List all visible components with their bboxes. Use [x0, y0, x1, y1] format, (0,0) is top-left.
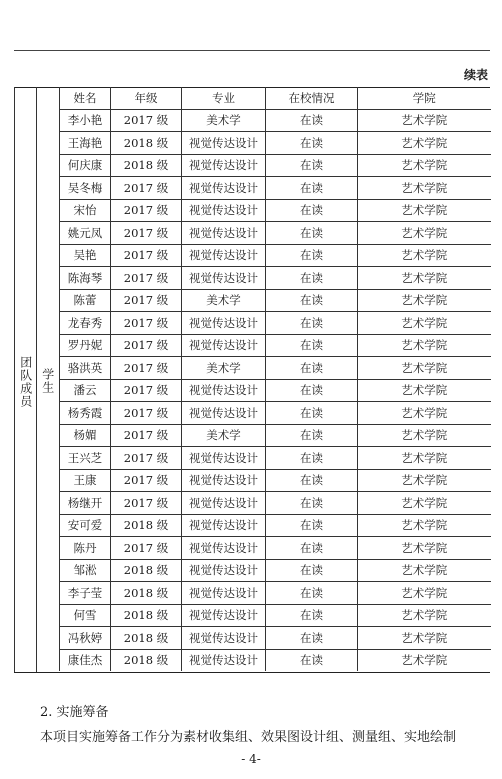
- page-number: - 4-: [241, 752, 261, 766]
- cell-grade: 2018 级: [111, 132, 182, 155]
- cell-major: 视觉传达设计: [182, 334, 266, 357]
- table-row: [60, 222, 491, 245]
- cell-major: 视觉传达设计: [182, 582, 266, 605]
- cell-college: 艺术学院: [358, 447, 491, 470]
- table-row: [60, 379, 491, 402]
- cell-name: 康佳杰: [60, 649, 111, 671]
- header-major: 专业: [182, 87, 266, 109]
- table-row: [60, 334, 491, 357]
- header-grade: 年级: [111, 87, 182, 109]
- cell-name: 龙春秀: [60, 312, 111, 335]
- cell-grade: 2017 级: [111, 469, 182, 492]
- cell-grade: 2018 级: [111, 582, 182, 605]
- cell-college: 艺术学院: [358, 222, 491, 245]
- cell-college: 艺术学院: [358, 469, 491, 492]
- cell-grade: 2017 级: [111, 177, 182, 200]
- cell-major: 视觉传达设计: [182, 537, 266, 560]
- table-row: [60, 154, 491, 177]
- cell-major: 视觉传达设计: [182, 514, 266, 537]
- cell-name: 冯秋婷: [60, 627, 111, 650]
- cell-major: 视觉传达设计: [182, 604, 266, 627]
- table-row: [60, 537, 491, 560]
- header-name: 姓名: [60, 87, 111, 109]
- table-row: [60, 469, 491, 492]
- cell-college: 艺术学院: [358, 514, 491, 537]
- cell-college: 艺术学院: [358, 492, 491, 515]
- cell-college: 艺术学院: [358, 289, 491, 312]
- cell-grade: 2017 级: [111, 199, 182, 222]
- cell-major: 视觉传达设计: [182, 244, 266, 267]
- cell-status: 在读: [266, 627, 358, 650]
- cell-major: 视觉传达设计: [182, 402, 266, 425]
- cell-college: 艺术学院: [358, 334, 491, 357]
- cell-grade: 2017 级: [111, 402, 182, 425]
- cell-status: 在读: [266, 537, 358, 560]
- table-row: [60, 649, 491, 671]
- cell-major: 美术学: [182, 357, 266, 380]
- table-row: [60, 109, 491, 132]
- cell-name: 姚元凤: [60, 222, 111, 245]
- cell-name: 王兴芝: [60, 447, 111, 470]
- cell-name: 何庆康: [60, 154, 111, 177]
- cell-name: 王康: [60, 469, 111, 492]
- cell-grade: 2017 级: [111, 109, 182, 132]
- cell-name: 王海艳: [60, 132, 111, 155]
- cell-college: 艺术学院: [358, 559, 491, 582]
- cell-grade: 2017 级: [111, 267, 182, 290]
- cell-name: 陈海琴: [60, 267, 111, 290]
- cell-grade: 2018 级: [111, 627, 182, 650]
- header-college: 学院: [358, 87, 491, 109]
- cell-college: 艺术学院: [358, 604, 491, 627]
- body-text: 本项目实施筹备工作分为素材收集组、效果图设计组、测量组、实地绘制: [40, 730, 457, 745]
- table-header-row: [60, 87, 491, 109]
- cell-major: 视觉传达设计: [182, 492, 266, 515]
- table-row: [60, 492, 491, 515]
- table-row: [60, 312, 491, 335]
- cell-grade: 2017 级: [111, 447, 182, 470]
- cell-college: 艺术学院: [358, 312, 491, 335]
- table-row: [60, 267, 491, 290]
- cell-status: 在读: [266, 177, 358, 200]
- group-label: 团队成员: [18, 356, 33, 408]
- table-row: [60, 604, 491, 627]
- cell-major: 视觉传达设计: [182, 222, 266, 245]
- cell-name: 安可爱: [60, 514, 111, 537]
- cell-status: 在读: [266, 447, 358, 470]
- cell-status: 在读: [266, 649, 358, 671]
- table-row: [60, 514, 491, 537]
- cell-grade: 2018 级: [111, 559, 182, 582]
- cell-major: 视觉传达设计: [182, 199, 266, 222]
- cell-major: 视觉传达设计: [182, 154, 266, 177]
- cell-major: 视觉传达设计: [182, 177, 266, 200]
- cell-status: 在读: [266, 312, 358, 335]
- cell-name: 杨继开: [60, 492, 111, 515]
- cell-grade: 2017 级: [111, 424, 182, 447]
- cell-name: 宋怡: [60, 199, 111, 222]
- cell-status: 在读: [266, 357, 358, 380]
- cell-status: 在读: [266, 492, 358, 515]
- cell-status: 在读: [266, 559, 358, 582]
- cell-name: 李小艳: [60, 109, 111, 132]
- member-table: [59, 87, 491, 671]
- cell-major: 视觉传达设计: [182, 627, 266, 650]
- table-row: [60, 402, 491, 425]
- cell-grade: 2018 级: [111, 649, 182, 671]
- cell-status: 在读: [266, 267, 358, 290]
- cell-status: 在读: [266, 604, 358, 627]
- cell-name: 杨秀霞: [60, 402, 111, 425]
- cell-status: 在读: [266, 244, 358, 267]
- cell-name: 邹淞: [60, 559, 111, 582]
- cell-name: 罗丹妮: [60, 334, 111, 357]
- table-row: [60, 199, 491, 222]
- subgroup-label: 学生: [40, 368, 55, 394]
- cell-major: 视觉传达设计: [182, 469, 266, 492]
- table-row: [60, 289, 491, 312]
- cell-grade: 2018 级: [111, 154, 182, 177]
- cell-name: 李子莹: [60, 582, 111, 605]
- header-rule: [14, 50, 490, 51]
- cell-status: 在读: [266, 582, 358, 605]
- cell-major: 视觉传达设计: [182, 312, 266, 335]
- table-bottom-border: [14, 672, 490, 673]
- cell-status: 在读: [266, 289, 358, 312]
- cell-name: 何雪: [60, 604, 111, 627]
- cell-major: 美术学: [182, 424, 266, 447]
- table-row: [60, 559, 491, 582]
- table-row: [60, 132, 491, 155]
- cell-major: 视觉传达设计: [182, 132, 266, 155]
- cell-grade: 2017 级: [111, 312, 182, 335]
- cell-status: 在读: [266, 402, 358, 425]
- table-row: [60, 627, 491, 650]
- cell-college: 艺术学院: [358, 379, 491, 402]
- cell-grade: 2017 级: [111, 492, 182, 515]
- cell-college: 艺术学院: [358, 199, 491, 222]
- cell-college: 艺术学院: [358, 244, 491, 267]
- cell-status: 在读: [266, 514, 358, 537]
- cell-status: 在读: [266, 334, 358, 357]
- cell-name: 吴艳: [60, 244, 111, 267]
- cell-name: 杨媚: [60, 424, 111, 447]
- cell-college: 艺术学院: [358, 132, 491, 155]
- cell-status: 在读: [266, 109, 358, 132]
- cell-grade: 2018 级: [111, 604, 182, 627]
- cell-major: 视觉传达设计: [182, 267, 266, 290]
- cell-college: 艺术学院: [358, 627, 491, 650]
- group-column-divider: [36, 87, 37, 672]
- cell-college: 艺术学院: [358, 649, 491, 671]
- cell-status: 在读: [266, 379, 358, 402]
- cell-name: 吴冬梅: [60, 177, 111, 200]
- table-row: [60, 244, 491, 267]
- cell-status: 在读: [266, 222, 358, 245]
- table-row: [60, 357, 491, 380]
- cell-college: 艺术学院: [358, 402, 491, 425]
- cell-major: 美术学: [182, 289, 266, 312]
- cell-status: 在读: [266, 132, 358, 155]
- cell-major: 视觉传达设计: [182, 559, 266, 582]
- cell-college: 艺术学院: [358, 424, 491, 447]
- cell-major: 视觉传达设计: [182, 447, 266, 470]
- cell-status: 在读: [266, 199, 358, 222]
- cell-grade: 2017 级: [111, 289, 182, 312]
- table-left-border: [14, 87, 15, 672]
- cell-college: 艺术学院: [358, 267, 491, 290]
- cell-grade: 2017 级: [111, 379, 182, 402]
- cell-grade: 2017 级: [111, 222, 182, 245]
- cell-status: 在读: [266, 424, 358, 447]
- cell-college: 艺术学院: [358, 357, 491, 380]
- cell-grade: 2018 级: [111, 514, 182, 537]
- cell-name: 陈丹: [60, 537, 111, 560]
- cell-grade: 2017 级: [111, 357, 182, 380]
- cell-major: 视觉传达设计: [182, 379, 266, 402]
- header-status: 在校情况: [266, 87, 358, 109]
- cell-college: 艺术学院: [358, 154, 491, 177]
- cell-status: 在读: [266, 154, 358, 177]
- table-row: [60, 447, 491, 470]
- section-heading: 2. 实施筹备: [40, 705, 109, 720]
- table-row: [60, 177, 491, 200]
- cell-grade: 2017 级: [111, 537, 182, 560]
- cell-name: 陈蕾: [60, 289, 111, 312]
- cell-name: 骆洪英: [60, 357, 111, 380]
- cell-major: 视觉传达设计: [182, 649, 266, 671]
- cell-major: 美术学: [182, 109, 266, 132]
- cell-college: 艺术学院: [358, 582, 491, 605]
- table-row: [60, 582, 491, 605]
- cell-grade: 2017 级: [111, 334, 182, 357]
- cell-name: 潘云: [60, 379, 111, 402]
- cell-status: 在读: [266, 469, 358, 492]
- cell-college: 艺术学院: [358, 109, 491, 132]
- table-row: [60, 424, 491, 447]
- cell-grade: 2017 级: [111, 244, 182, 267]
- cell-college: 艺术学院: [358, 537, 491, 560]
- cell-college: 艺术学院: [358, 177, 491, 200]
- continuation-label: 续表: [463, 68, 488, 82]
